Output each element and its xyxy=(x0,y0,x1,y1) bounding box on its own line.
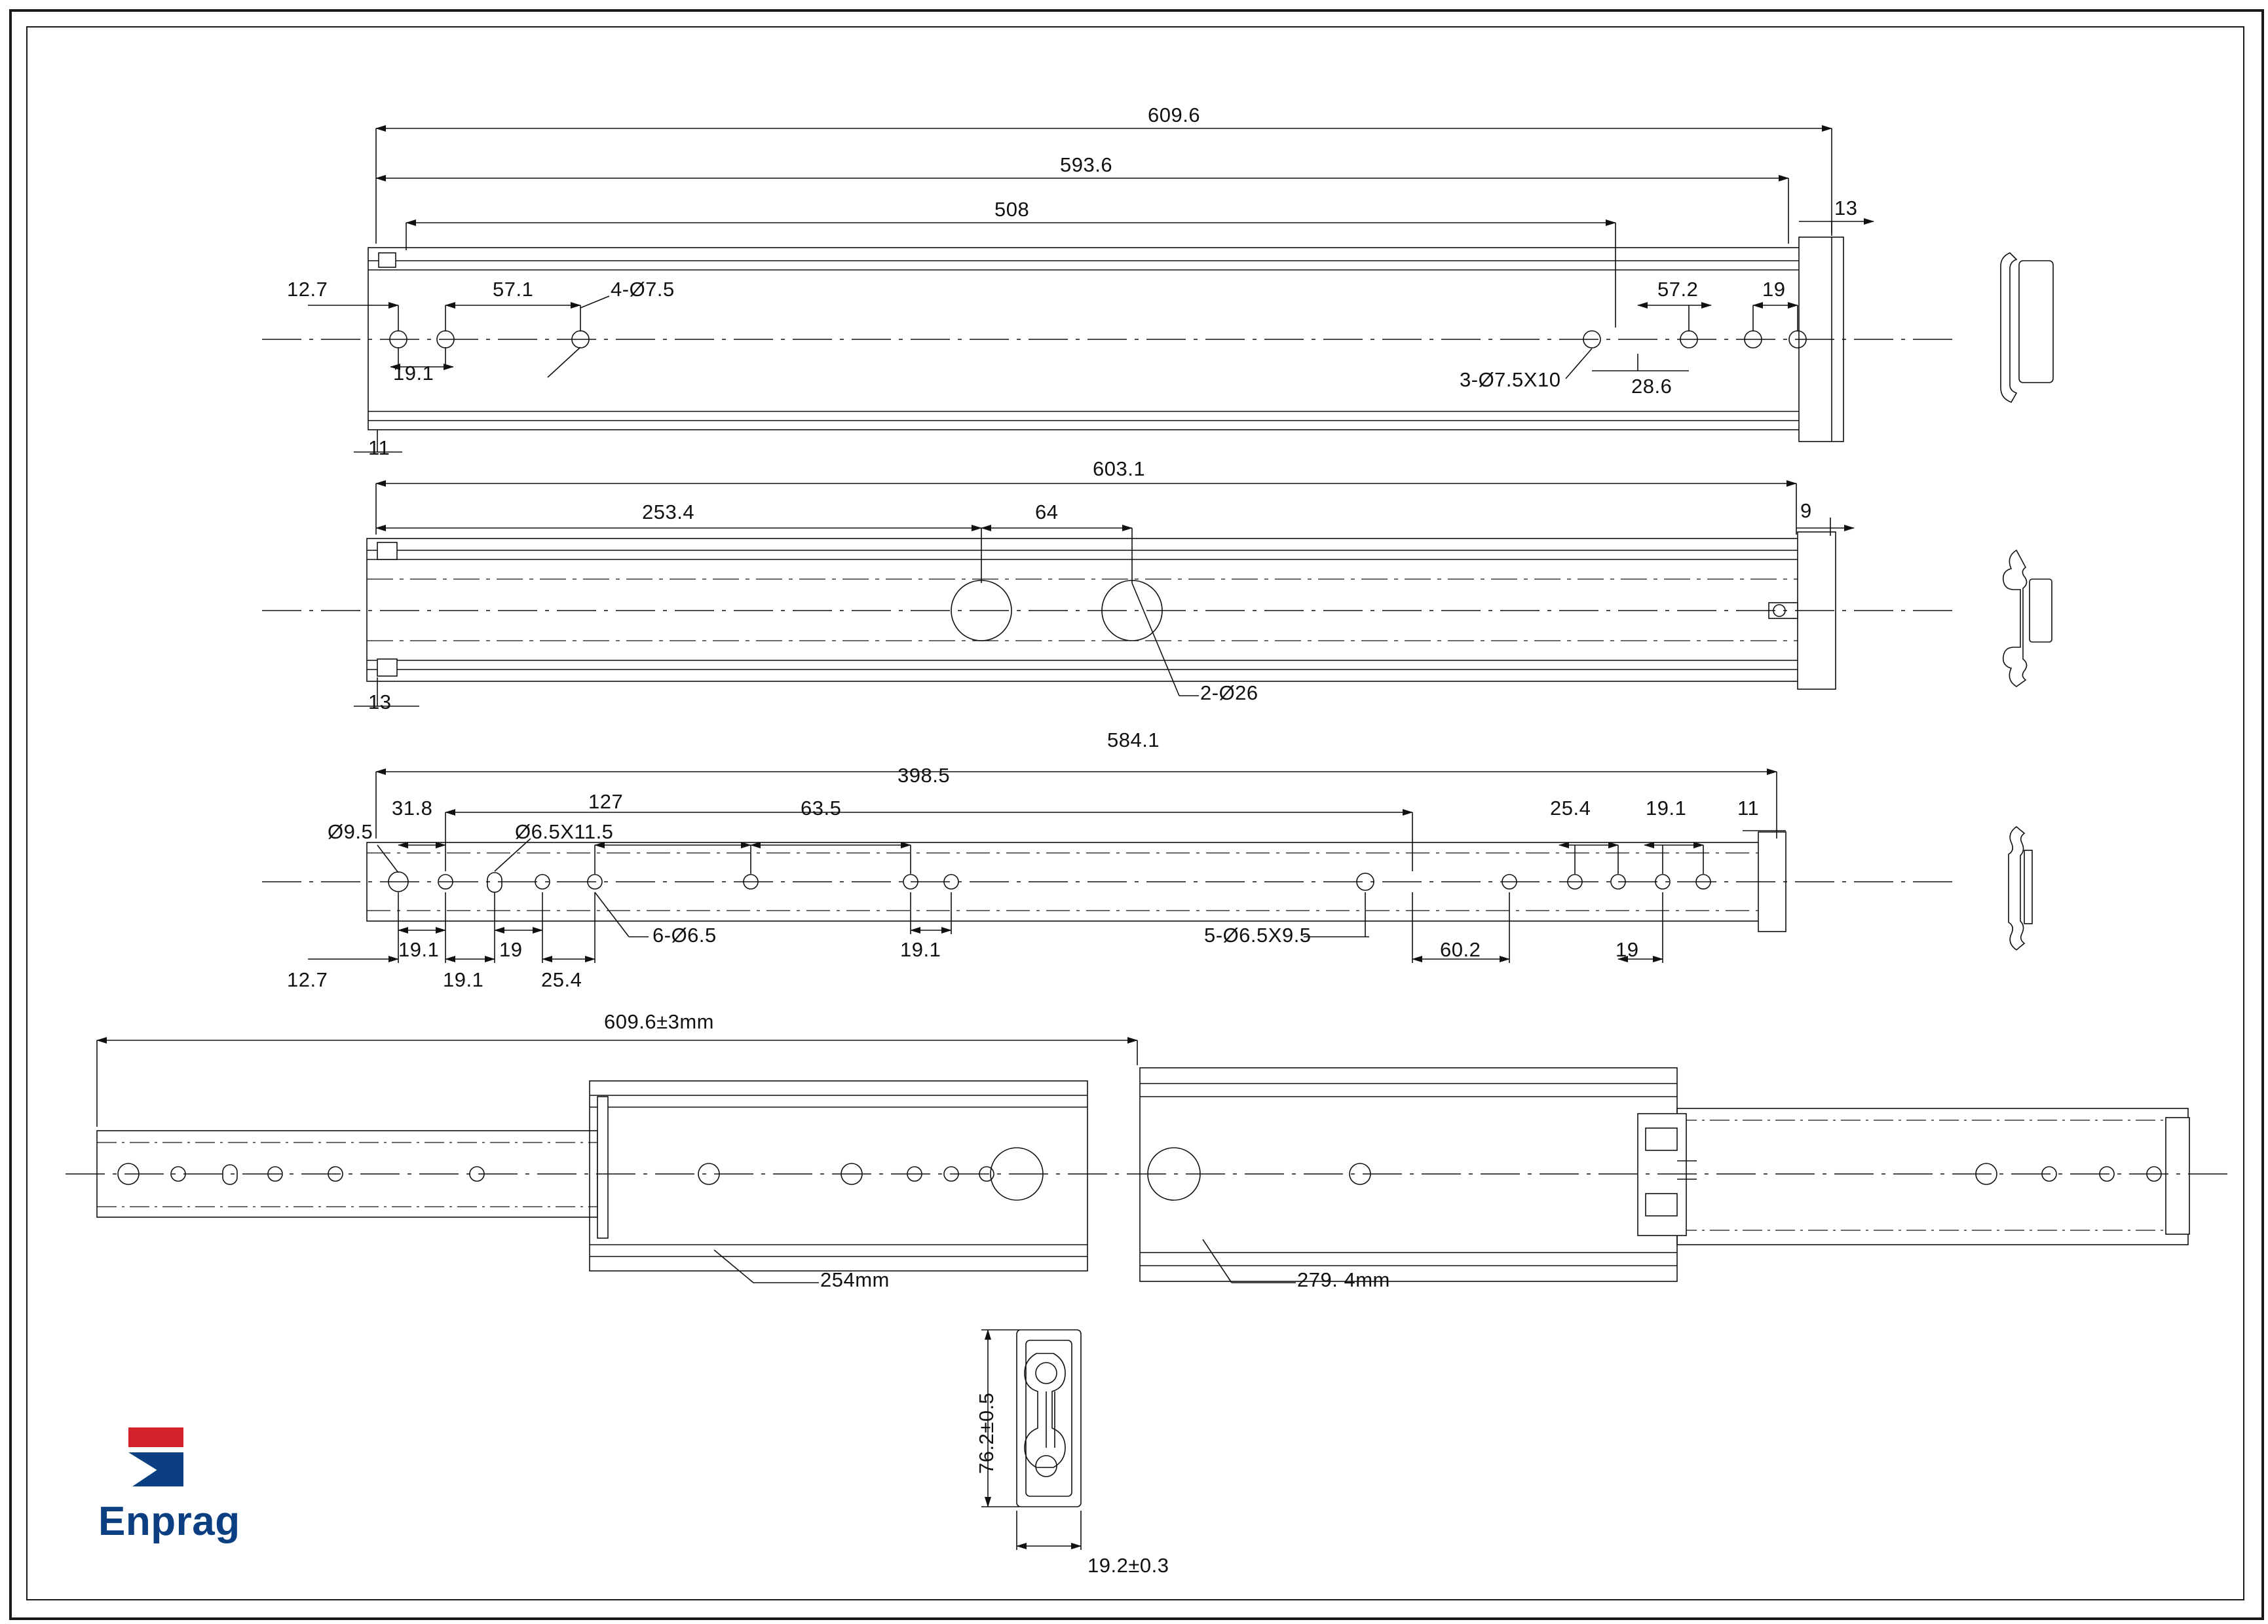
dim-19-1-b1: 19.1 xyxy=(398,938,440,961)
dim-253-4: 253.4 xyxy=(642,500,695,523)
dim-9: 9 xyxy=(1800,499,1812,522)
dim-13-top: 13 xyxy=(1834,197,1858,219)
dim-64: 64 xyxy=(1035,500,1059,523)
dim-19-b6: 19 xyxy=(1616,938,1639,961)
dim-279-4mm: 279. 4mm xyxy=(1297,1268,1390,1291)
dim-31-8: 31.8 xyxy=(392,797,433,820)
dim-19-top: 19 xyxy=(1762,278,1786,301)
dim-609-6-tol: 609.6±3mm xyxy=(604,1010,714,1033)
note-d9-5: Ø9.5 xyxy=(328,820,373,843)
note-2-d26: 2-Ø26 xyxy=(1200,681,1258,704)
note-d6-5x11-5: Ø6.5X11.5 xyxy=(515,820,614,843)
dim-398-5: 398.5 xyxy=(898,764,951,787)
dim-19-1-right: 19.1 xyxy=(1646,797,1687,820)
dim-57-1: 57.1 xyxy=(493,278,534,301)
dim-12-7-top: 12.7 xyxy=(287,278,328,301)
dim-13-mid: 13 xyxy=(368,690,392,713)
dim-76-2-tol: 76.2±0.5 xyxy=(975,1392,998,1474)
dim-60-2: 60.2 xyxy=(1440,938,1481,961)
note-3-d7-5x10: 3-Ø7.5X10 xyxy=(1460,368,1561,391)
logo-mark xyxy=(98,1418,288,1503)
note-6-d6-5: 6-Ø6.5 xyxy=(652,924,717,947)
dim-593-6: 593.6 xyxy=(1060,153,1113,176)
dim-603-1: 603.1 xyxy=(1093,457,1146,480)
dim-19-b3: 19 xyxy=(499,938,523,961)
dim-25-4-right: 25.4 xyxy=(1550,797,1591,820)
company-logo xyxy=(98,1418,288,1543)
dim-11-right: 11 xyxy=(1737,797,1760,820)
dim-508: 508 xyxy=(994,198,1030,221)
dim-254mm: 254mm xyxy=(820,1268,890,1291)
logo-wordmark: Enprag xyxy=(98,1499,240,1544)
dim-28-6: 28.6 xyxy=(1631,375,1673,398)
dim-127: 127 xyxy=(588,790,624,813)
note-4-d7-5: 4-Ø7.5 xyxy=(611,278,675,301)
dim-12-7-low: 12.7 xyxy=(287,968,328,991)
dim-63-5: 63.5 xyxy=(801,797,842,820)
dim-19-2-tol: 19.2±0.3 xyxy=(1087,1554,1169,1577)
dim-584-1: 584.1 xyxy=(1107,728,1160,751)
note-5-d6-5x9-5: 5-Ø6.5X9.5 xyxy=(1204,924,1312,947)
dim-19-1-b2: 19.1 xyxy=(443,968,484,991)
dim-609-6: 609.6 xyxy=(1148,104,1201,126)
dim-19-1-top: 19.1 xyxy=(393,362,434,385)
dim-19-1-b5: 19.1 xyxy=(900,938,941,961)
dim-57-2: 57.2 xyxy=(1657,278,1699,301)
dim-25-4-b4: 25.4 xyxy=(541,968,582,991)
dim-11-top: 11 xyxy=(368,436,390,459)
